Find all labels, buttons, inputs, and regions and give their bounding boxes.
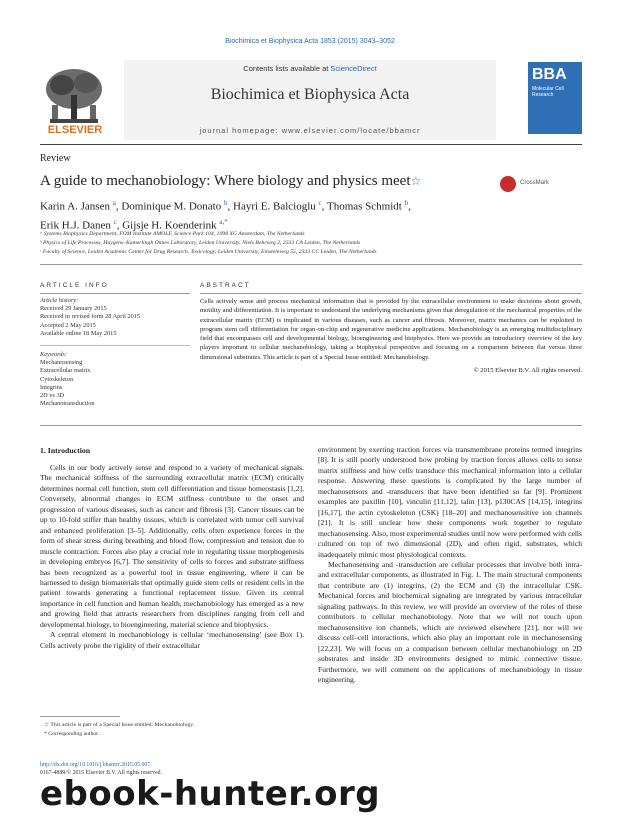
affiliation: ᵇ Physics of Life Processes, Huygens–Kamerlingh Onnes Laboratory, Leiden University, Niels Bohrweg 2, 2333 CA Leiden, The Netherlands	[40, 240, 361, 246]
paragraph: A central element in mechanobiology is cellular ‘mechanosensing’ (see Box 1). Cells actively probe the rigidity of their extracellular	[40, 630, 304, 650]
author-sup[interactable]: c	[113, 217, 117, 226]
history-item: Received in revised form 28 April 2015	[40, 313, 141, 321]
left-column	[40, 463, 304, 651]
article-info	[40, 297, 190, 408]
elsevier-tree-logo	[40, 62, 108, 132]
author-name[interactable]: Erik H.J. Danen	[40, 219, 111, 232]
sciencedirect-link[interactable]: ScienceDirect	[330, 64, 377, 73]
abstract	[200, 297, 582, 375]
author-sup[interactable]: c	[318, 199, 322, 207]
keywords-rule	[40, 345, 190, 346]
author-sup[interactable]: a	[112, 199, 116, 207]
paragraph: Mechanosensing and -transduction are cellular processes that involve both intra- and extracellular components, as illustrated in Fig. 1. The main structural components that contribute are (1) integrins, (2) the ECM and (3) the intracellular CSK. Mechanical forces and biochemical signaling are integrated by various intracellular signaling pathways. In this review, we will provide an overview of the roles of these contributors to cellular mechanobiology. Note that we will not touch upon mechanosensitive ion channels, which are reviewed elsewhere [21], nor will we discuss cell–cell interactions, which also play an important role in mechanosensing [22,23]. We will focus on a comparison between cellular mechanobiology on 2D substrates and inside 3D environments designed to mimic connective tissue. Furthermore, we will comment on the applications of mechanobiology in tissue engineering.	[318, 559, 582, 684]
keyword: Mechanosensing	[40, 359, 83, 367]
article-info-heading: ARTICLE INFO	[40, 282, 109, 289]
abstract-heading: ABSTRACT	[200, 282, 251, 289]
keywords-label: Keywords:	[40, 351, 68, 359]
keyword: 2D vs 3D	[40, 392, 65, 400]
history-label: Article history:	[40, 297, 79, 304]
article-title-text: A guide to mechanobiology: Where biology and physics meet	[40, 173, 411, 189]
cover-subtitle: Molecular Cell Research	[532, 86, 564, 98]
abstract-rule	[200, 293, 582, 294]
footnote: ☆ This article is part of a Special Issue entitled: Mechanobiology.	[44, 722, 195, 728]
author-sup[interactable]: a,*	[219, 217, 228, 226]
author-name[interactable]: Gijsje H. Koenderink	[122, 219, 217, 232]
journal-cover[interactable]	[528, 62, 582, 134]
author-name[interactable]: Thomas Schmidt	[326, 200, 402, 213]
journal-homepage[interactable]: journal homepage: www.elsevier.com/locate/bbamcr	[199, 126, 421, 135]
footnote: * Corresponding author.	[44, 731, 100, 737]
crossmark-icon	[500, 176, 516, 192]
journal-reference[interactable]: Biochimica et Biophysica Acta 1853 (2015) 3043–3052	[225, 38, 395, 45]
watermark: ebook-hunter.org	[40, 774, 381, 814]
title-star-icon[interactable]: ☆	[410, 174, 422, 188]
abstract-text: Cells actively sense and process mechanical information that is provided by the extracellular environment to make decisions about growth, motility and differentiation. It is important to understand the underlying mechanisms given that deregulation of the mechanical properties of the extracellular matrix (ECM) is implicated in various diseases, such as cancer and fibrosis. Moreover, matrix mechanics can be exploited to program stem cell differentiation for organ-on-chip and regenerative medicine applications. Mechanobiology is an emerging multidisciplinary field that encompasses cell and developmental biology, bioengineering and biophysics. Here we provide an introductory overview of the key players important to cellular mechanobiology, taking a biophysical perspective and focusing on a comparison between flat versus three dimensional substrates. This article is part of a Special Issue entitled: Mechanobiology.	[200, 298, 582, 361]
author-sup[interactable]: b	[404, 199, 409, 207]
author-list: Karin A. Jansen $^a$, Dominique M. Donato $^b$, Hayri E. Balcioglu $^c$, Thomas Schmidt $^b$, Erik H.J. Danen $^c$, Gijsje H. Koenderink $^{a,*}$	[40, 199, 411, 232]
elsevier-wordmark: ELSEVIER	[47, 124, 103, 136]
author-name[interactable]: Dominique M. Donato	[121, 200, 222, 213]
keyword: Mechanotransduction	[40, 400, 95, 408]
author-name[interactable]: Karin A. Jansen	[40, 200, 110, 213]
affiliation-rule	[40, 264, 582, 265]
affiliation: ᶜ Faculty of Science, Leiden Academic Center for Drug Research, Toxicology, Leiden University, Einsteinweg 55, 2333 CC Leiden, The Netherlands	[40, 249, 377, 255]
history-item: Received 29 January 2015	[40, 305, 107, 313]
paragraph: Cells in our body actively sense and respond to a variety of mechanical signals. The mechanical stiffness of the surrounding extracellular matrix (ECM) critically determines normal cell function, stem cell differentiation and tissue homeostasis [1,2]. Conversely, abnormal changes in ECM stiffness contribute to the onset and progression of various diseases, such as cancer and fibrosis [3]. Cancer tissues can be up to 10-fold stiffer than healthy tissues, which is correlated with tumor cell survival and enhanced proliferation [3–5]. Additionally, cells often experience forces in the form of shear stress during breathing and blood flow, compression and tension due to muscle contraction. Forces also play a crucial role in regulating tissue morphogenesis in developing embryos [6,7]. The sensitivity of cells to forces and substrate stiffness has been recognized as a powerful tool in tissue engineering, where it can be harnessed to design biomaterials that optimally guide stem cells or resident cells in the patient towards generating a functional replacement tissue. Given its central importance in cell function and human health, mechanobiology has emerged as a new and growing field that attracts researchers from disciplines ranging from cell and developmental biology, to bioengineering, material science and biophysics.	[40, 463, 304, 629]
article-title	[40, 173, 421, 190]
cover-title: BBA	[532, 66, 567, 83]
article-type: Review	[40, 153, 71, 164]
paragraph: environment by exerting traction forces via transmembrane proteins termed integrins [8]. It is still poorly understood how probing by traction forces allows cells to sense matrix stiffness and how cells transduce this mechanical information into a cellular response. Answering these questions is complicated by the large number of mechanosensors and -transducers that have been identified so far [9]. Prominent examples are paxillin [10], vinculin [11,12], talin [13], p130CAS [14,15], integrins [16,17], the actin cytoskeleton (CSK) [18–20] and mechanosensitive ion channels [21]. It is still unclear how these components work together to regulate mechanosensing. Also, most experimental studies until now were performed with cells cultured on top of two dimensional (2D), and often rigid, substrates, which inadequately mimic most physiological contexts.	[318, 445, 582, 559]
header-rule	[40, 144, 582, 145]
history-item: Available online 18 May 2015	[40, 329, 117, 337]
history-item: Accepted 2 May 2015	[40, 321, 96, 329]
abstract-copyright: © 2015 Elsevier B.V. All rights reserved.	[473, 367, 582, 375]
crossmark-label: CrossMark	[520, 180, 550, 186]
contents-prefix: Contents lists available at	[243, 64, 331, 73]
affiliation: ᵃ Systems Biophysics Department, FOM Institute AMOLF, Science Park 104, 1098 XG Amsterdam, The Netherlands	[40, 231, 305, 237]
abstract-bottom-rule	[40, 425, 582, 426]
issn-line: 0167-4889/© 2015 Elsevier B.V. All rights reserved.	[40, 769, 162, 776]
section-heading: 1. Introduction	[40, 446, 91, 455]
crossmark-badge[interactable]	[500, 176, 582, 192]
doi-link[interactable]: http://dx.doi.org/10.1016/j.bbamcr.2015.05.007	[40, 762, 151, 768]
author-name[interactable]: Hayri E. Balcioglu	[233, 200, 316, 213]
author-sup[interactable]: b	[224, 199, 228, 207]
keyword: Integrins	[40, 383, 63, 391]
journal-title: Biochimica et Biophysica Acta	[210, 86, 410, 103]
keyword: Cytoskeleton	[40, 375, 74, 383]
footnote-rule	[40, 716, 120, 717]
right-column	[318, 445, 582, 685]
info-rule	[40, 293, 190, 294]
keyword: Extracellular matrix	[40, 367, 91, 375]
